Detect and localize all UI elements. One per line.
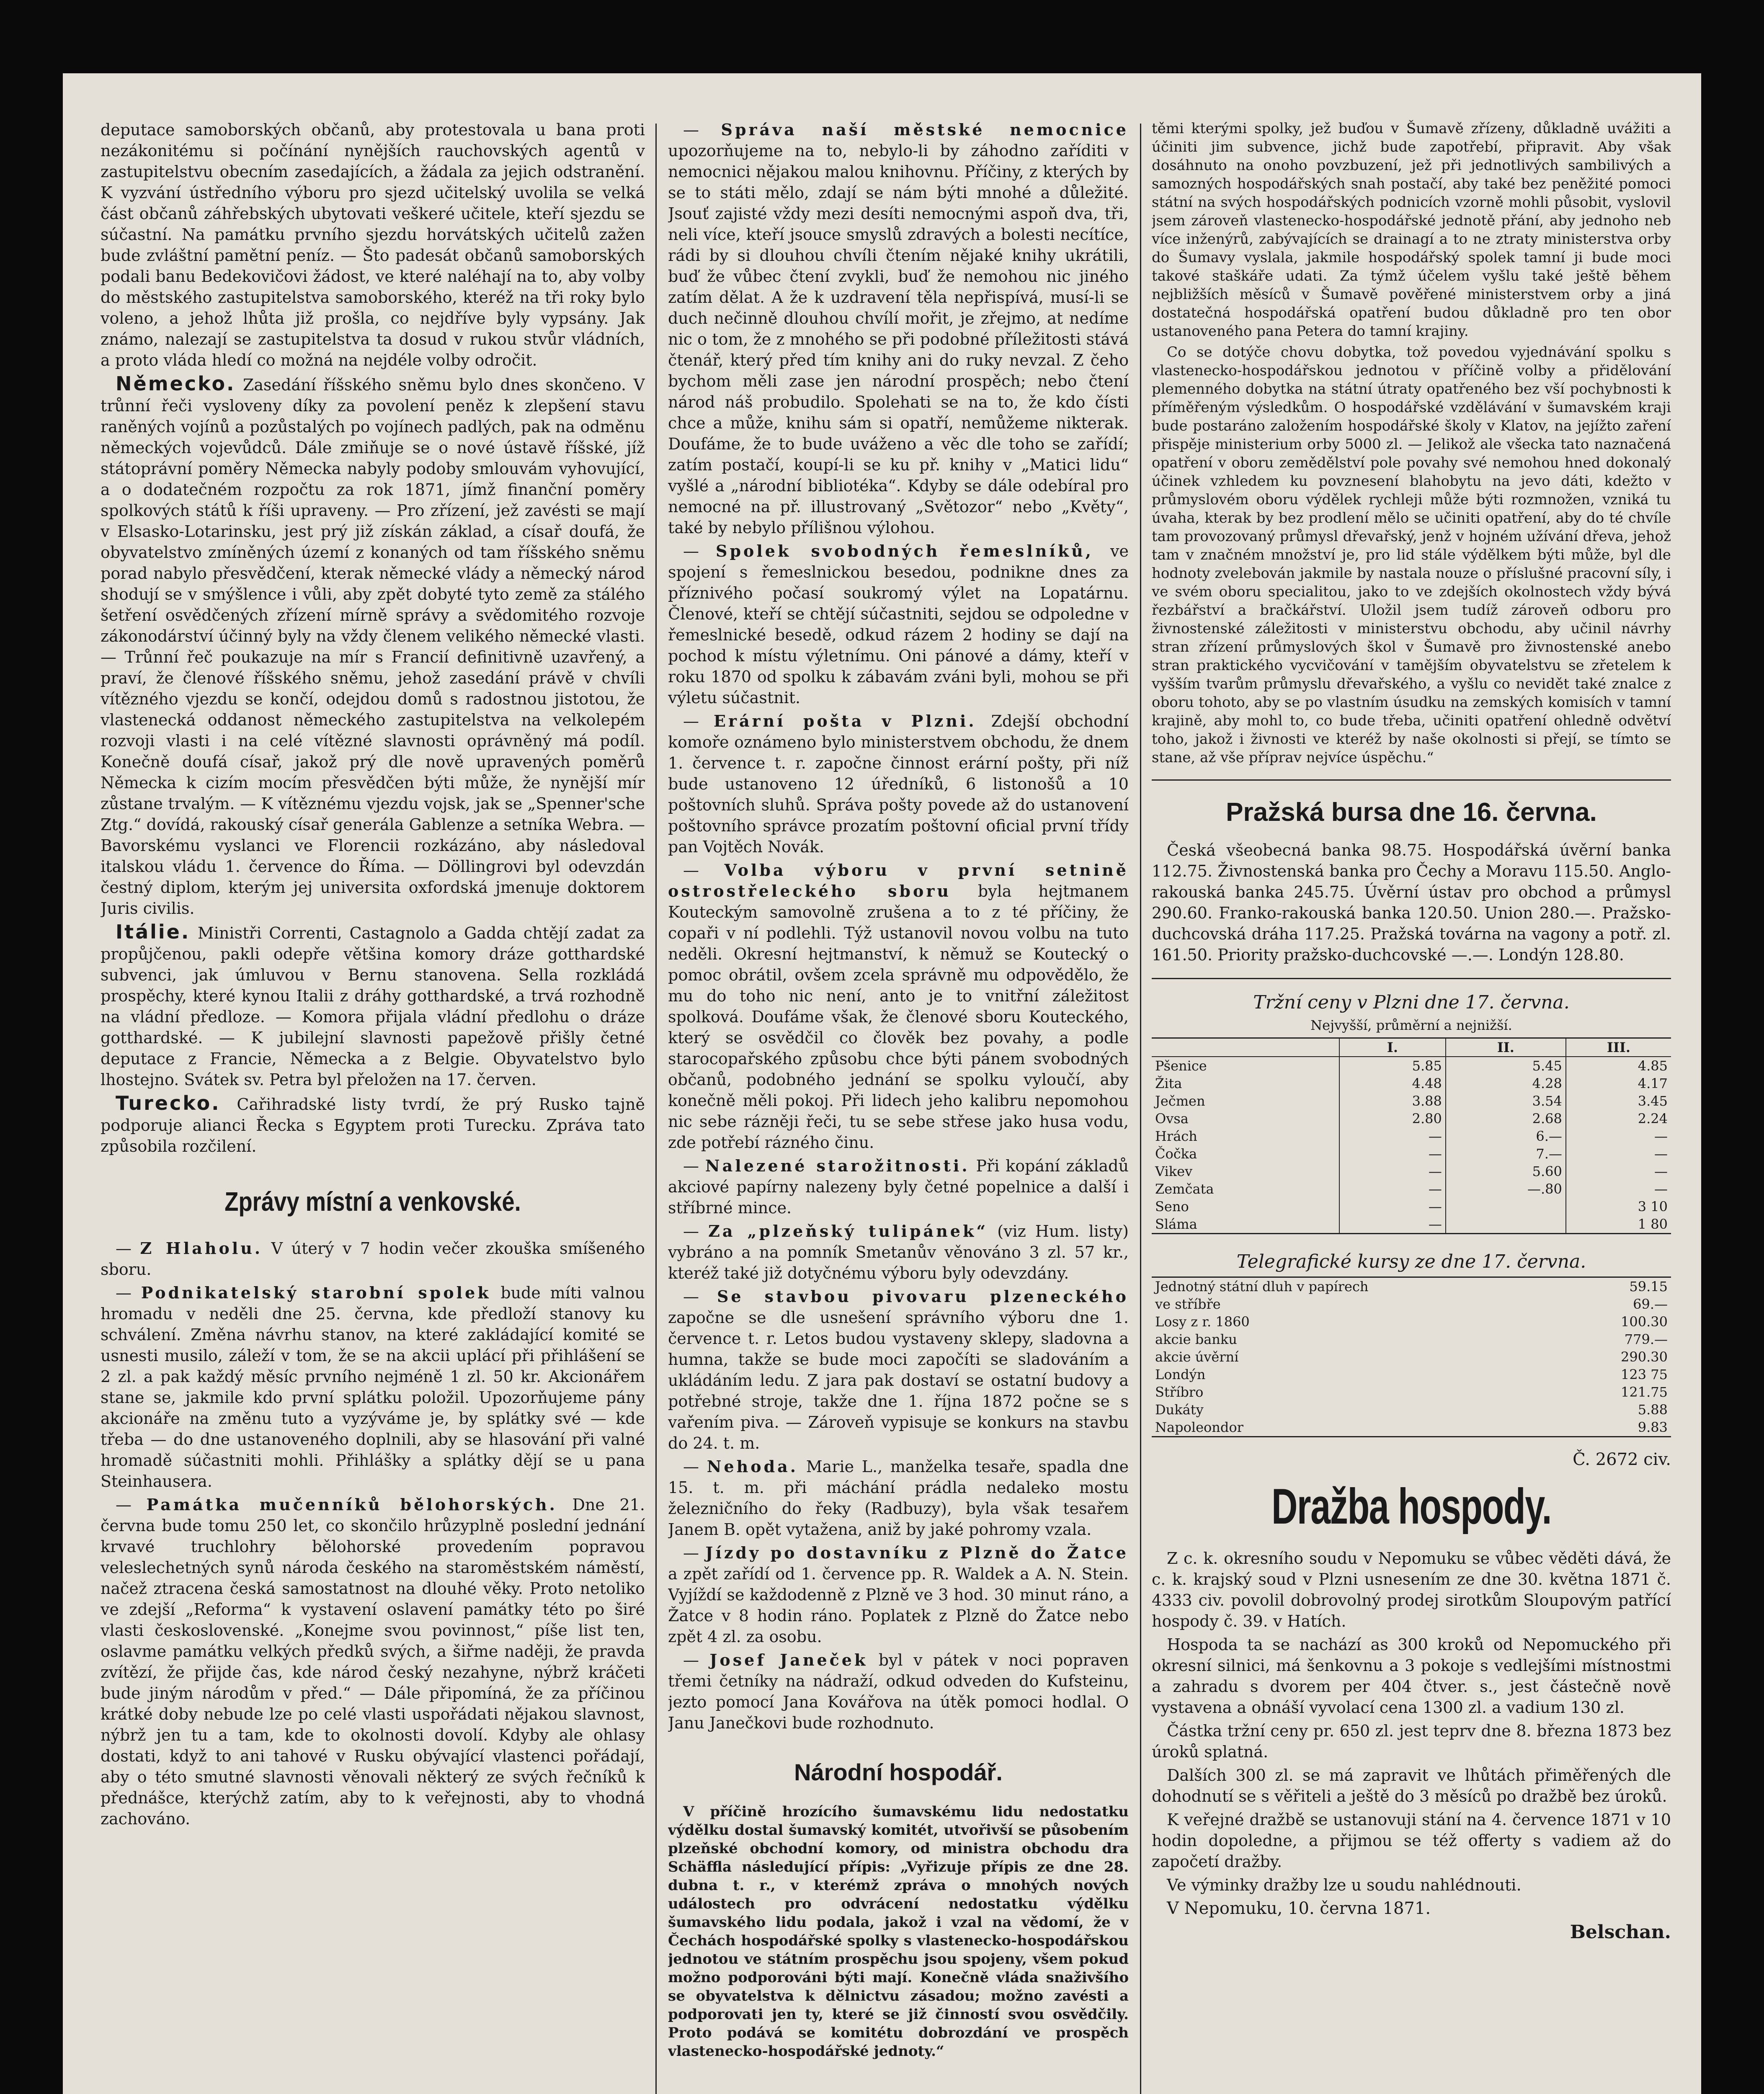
section-title-economy: Národní hospodář. <box>794 1759 1003 1785</box>
table-header: I. <box>1339 1038 1446 1057</box>
rate-cell: 779.— <box>1624 1331 1668 1347</box>
auction-text: Ve výminky dražby lze u soudu nahlédnouti. <box>1167 1876 1522 1894</box>
table-row <box>1152 1180 1671 1198</box>
heading-telegraph-rates: Telegrafické kursy ze dne 17. června. <box>1236 1251 1586 1272</box>
table-row <box>1152 1418 1671 1437</box>
price-cell: 6.— <box>1446 1127 1566 1145</box>
table-row <box>1152 1401 1671 1418</box>
price-cell: 5.85 <box>1339 1057 1446 1075</box>
security-name: Losy z r. 1860 <box>1155 1314 1250 1330</box>
table-row <box>1152 1295 1671 1313</box>
case-number: Č. 2672 civ. <box>1573 1450 1671 1469</box>
price-cell: — <box>1566 1145 1671 1163</box>
rate-cell: 121.75 <box>1621 1384 1668 1400</box>
price-cell: — <box>1566 1163 1671 1180</box>
table-row <box>1152 1163 1671 1180</box>
table-row <box>1152 1145 1671 1163</box>
local-news-item: — Nehoda. Marie L., manželka tesaře, spadla dne 15. t. m. při máchání prádla nedaleko mostu železničního do řeky (Radbuzy), byla však tesařem Janem B. opět vytažena, aniž by jaké pohromy vzala. <box>668 1457 1129 1539</box>
price-cell: 1 80 <box>1566 1215 1671 1234</box>
market-prices-subtitle: Nejvyšší, průměrní a nejnižší. <box>1310 1017 1512 1033</box>
price-cell <box>1446 1215 1566 1234</box>
divider <box>1152 779 1671 781</box>
price-cell: — <box>1339 1198 1446 1215</box>
price-cell: — <box>1566 1127 1671 1145</box>
economy-article-cont: těmi kterými spolky, jež buďou v Šumavě zřízeny, důkladně uvážiti a účiniti jim subvence, jichž bude zapotřebí, připravit. Aby však dosáhnuto na onoho povzbuzení, jež při jednotlivých sambilivých a samozných hospodářských snah postačí, aby také bez peněžité pomoci státní na svých hospodářských podnicích vzorně mohli působit, vyslovil jsem zároveň vlastenecko-hospodářské jednotě přání, aby jednoho neb více inženýrů, zabývajících se drainagí a to ne ztraty ministerstva orby do Šumavy vyslala, jakmile hospodářský spolek tamní ji bude moci takové staškáře udati. Za týmž účelem vyšlu také ještě během nejbližších měsíců v Šumavě pověřené ministerstvem orby a jiná dostatečná hospodářská opatření budou důkladně pro ten obor ustanoveného pana Petera do tamní krajiny. <box>1152 120 1671 340</box>
auction-text: Hospoda ta se nachází as 300 kroků od Nepomuckého při okresní silnici, má šenkovnu a 3 pokoje s vedlejšími místnostmi a zahradu s dvorem per 404 čtver. s., jest částečně nově vystavena a obnáší vyvolací cena 1300 zl. a vadium 130 zl. <box>1152 1635 1671 1717</box>
table-row <box>1152 1057 1671 1075</box>
rate-cell: 5.88 <box>1638 1402 1668 1418</box>
rate-cell: 9.83 <box>1638 1419 1668 1435</box>
table-row <box>1152 1198 1671 1215</box>
price-cell: —.80 <box>1446 1180 1566 1198</box>
price-cell: 3.45 <box>1566 1092 1671 1110</box>
table-row <box>1152 1383 1671 1401</box>
table-header <box>1152 1038 1339 1057</box>
heading-turkey: Turecko. <box>116 1092 221 1114</box>
local-news-item: — Památka mučenníků bělohorských. Dne 21. června bude tomu 250 let, co skončilo hrůzyplně poslední jednání krvavé truchlohry bělohorské provedením popravou veleslechetných synů národa českého na staroměstském náměstí, načež ztracena česká samostatnost na dlouhé věky. Proto netoliko ve zdejší „Reforma“ k vystavení oslavení památky této po širé vlasti československé. „Konejme svou povinnost,“ píše list ten, oslavme památku velkých předků svých, a šiřme naději, že pravda zvítězí, že přijde čas, kde národ český nezahyne, nýbrž kráčeti bude jiným národům v před.“ — Dále připomíná, že za příčinou krátké doby nebude lze po celé vlasti uspořádati nějakou slavnost, nýbrž jen tu a tam, kde to okolnosti dovolí. Kdyby ale ohlasy dostati, když to ani tahové v Rusku obývající vlastenci pořádají, aby o této smutné slavnosti věnovali některý ze svých řečníků k přednášce, kterýchž zatím, aby to k veřejnosti, aby to vhodná zachováno. <box>101 1495 645 1828</box>
article-germany: Německo. Zasedání říšského sněmu bylo dnes skončeno. V trůnní řeči vysloveny díky za povolení peněz k zlepšení stavu raněných vojínů a pozůstalých po vojínech padlých, pak na odměnu německých vojevůdců. Dále zmiňuje se o nové ústavě říšské, jíž státoprávní poměry Německa nabyly podoby smlouvám vyhovující, a o dodatečném rozpočtu za rok 1871, jímž finanční poměry spolkových států k říši upraveny. — Pro zřízení, jež zavésti se mají v Elsasko-Lotarinsku, jest prý již získán základ, a císař doufá, že obyvatelstvo zmíněných území z konaných od tam říšského sněmu porad nabylo přesvědčení, kterak německé vlády a německý národ shodují se v smýšlence i vůli, aby zpět dobyté tyto země za stálého šetření osvědčených zřízení mírně správy a svědomitého rozvoje zákonodárství účinný byly na vždy členem velikého německé vlasti. — Trůnní řeč poukazuje na mír s Francií definitivně uzavřený, a praví, že členové říšského sněmu, jehož zasedání právě v chvíli vítězného vjezdu se končí, odejdou domů s radostnou jistotou, že vlastenecká oddanost německého zastupitelstva na velkolepém rozvoji vlasti i na celé vítězné slavnosti oprávněný má podíl. Konečně doufá císař, jakož prý dle nově upravených poměrů Německa k cizím mocím přesvědčen býti může, že nynější mír zůstane trvalým. — K vítěznému vjezdu vojsk, jak se „Spenner'sche Ztg.“ dovídá, rakouský císař generála Gablenze a setníka Webra. — Bavorskému vyslanci ve Florencii rozkázáno, aby následoval italskou vládu 1. července do Říma. — Döllingrovi byl odevzdán čestný diplom, kterým jej universita oxfordská jmenuje doktorem Juris civilis. <box>101 372 645 918</box>
telegraph-rates-table <box>1152 1277 1671 1437</box>
price-cell: 4.17 <box>1566 1075 1671 1092</box>
price-cell: 2.24 <box>1566 1110 1671 1127</box>
price-cell: 4.28 <box>1446 1075 1566 1092</box>
auction-text: Částka tržní ceny pr. 650 zl. jest teprv dne 8. března 1873 bez úroků splatná. <box>1152 1722 1671 1761</box>
security-name: Napoleondor <box>1155 1419 1243 1435</box>
auction-text: K veřejné dražbě se ustanovuji stání na 4. července 1871 v 10 hodin dopoledne, a přijmou se též offerty s vadiem až do započetí dražby. <box>1152 1810 1671 1871</box>
table-row <box>1152 1313 1671 1331</box>
rate-cell: 59.15 <box>1629 1279 1668 1295</box>
price-cell: — <box>1339 1163 1446 1180</box>
table-header: III. <box>1566 1038 1671 1057</box>
bourse-quotes: Česká všeobecná banka 98.75. Hospodářská úvěrní banka 112.75. Živnostenská banka pro Čechy a Moravu 115.50. Anglo-rakouská banka 245.75. Úvěrní ústav pro obchod a průmysl 290.60. Franko-rakouská banka 120.50. Union 280.—. Pražsko-duchcovská dráha 117.25. Pražská továrna na vagony a potř. zl. 161.50. Priority pražsko-duchcovské —.—. Londýn 128.80. <box>1152 841 1671 964</box>
commodity-name: Seno <box>1155 1199 1189 1215</box>
auction-text: Dalších 300 zl. se má zapravit ve lhůtách přiměřených dle dohodnutí se s věřiteli a ještě do 3 měsíců po dražbě bez úroků. <box>1152 1766 1671 1805</box>
auction-place-date: V Nepomuku, 10. června 1871. <box>1167 1899 1431 1918</box>
article-croatia: deputace samoborských občanů, aby protestovala u bana proti nezákonitému si počínání nynějších rauchovských agentů v zastupitelstvu obecním zasedajících, a žádala za jejich odstranění. K vyzvání ústředního výboru pro sjezd učitelský uvolila se velká část občanů záhřebských ubytovati veškeré učitele, kteří sjezdu se súčastní. Na památku prvního sjezdu horvátských učitelů zažen bude zvláštní pamětní peníz. — Što padesát občanů samoborských podali banu Bedekovičovi žádost, ve které naléhají na to, aby volby do městského zastupitelstva samoborského, kteréž na tři roky bylo voleno, a jehož lhůta již prošla, co nejdříve byly vypsány. Jak známo, nalezají se zastupitelstva ta dosud v rukou stvůr vládních, a proto vláda hledí co možná na nejdéle volby odročit. <box>101 121 645 369</box>
divider <box>1152 978 1671 979</box>
table-header-row <box>1152 1038 1671 1057</box>
auction-text: Z c. k. okresního soudu v Nepomuku se vůbec věděti dává, že c. k. krajský soud v Plzni usnesením ze dne 30. května 1871 č. 4333 civ. povolil dobrovolný prodej sirotkům Sloupovým patřící hospody č. 39. v Hatích. <box>1152 1549 1671 1630</box>
table-row <box>1152 1092 1671 1110</box>
price-cell: 7.— <box>1446 1145 1566 1163</box>
commodity-name: Ječmen <box>1155 1093 1205 1109</box>
economy-article-cont: Co se dotýče chovu dobytka, tož povedou vyjednávání spolku s vlastenecko-hospodářskou jednotou v příčině volby a přidělování plemenného dobytka na státní útraty opatřeného bez vší pochybnosti k příměřeným výsledkům. O hospodářské vzdělávání v šumavském kraji bude postaráno založením hospodářské školy v Klatov, na jejížto zaření přispěje ministerium orby 5000 zl. — Jelikož ale všecka tato naznačená opatření v oboru zemědělství pole povahy své nemohou hned dokonalý účinek vzhledem ku povznesení blahobytu na jevo dáti, kdežto v průmyslovém oboru výdělek rychleji může býti rozmnožen, vzniká tu úvaha, kterak by bez prodlení mělo se učiniti opatření, aby do té chvíle tam provozovaný průmysl dřevařský, jenž v hojném užívání dřeva, jehož tam v značném množství je, pro lid stále výdělkem býti může, byl dle hodnoty zvelebován jakmile by nastala nouze o příslušné pracovní síly, i ve svém oboru specialitou, jako to ve zdejších okolnostech vždy bývá řezbářství a bračkářství. Uložil jsem tudíž zároveň odboru pro živnostenské záležitosti v ministerstvu obchodu, aby učinil návrhy stran zřízení průmyslových škol v Šumavě pro živnostenské anebo stran praktického vycvičování v tamějším obyvatelstvu se zřetelem k vyšším tvarům průmyslu dřevařského, a vyšlu co nevidět také znalce z oboru tohoto, aby se po vlastním úsudku na zemských komisích v tamní krajině, aby mohl to, co bude třeba, učiniti opatření ohledně odvětví toho, jakož i živnosti ve kteréž by naše okolnosti si přejí, se tímto se stane, až vše příprav nejvíce úspěchu.“ <box>1152 344 1671 766</box>
local-news-item: — Erární pošta v Plzni. Zdejší obchodní komoře oznámeno bylo ministerstvem obchodu, že dnem 1. července t. r. započne činnost erární pošty, při níž bude ustanoveno 12 úředníků, 6 listonošů a 10 poštovních sluhů. Správa pošty povede až do ustanovení poštovního správce prozatím poštovní oficial první třídy pan Vojtěch Novák. <box>668 712 1129 856</box>
column-3 <box>1152 119 1671 2094</box>
price-cell: 4.48 <box>1339 1075 1446 1092</box>
local-news-item: — Spolek svobodných řemeslníků, ve spojení s řemeslnickou besedou, podnikne dnes za příznivého počasí soukromý výlet na Lopatárnu. Členové, kteří se chtějí súčastniti, sejdou se odpoledne v řemeslnické besedě, odkud rázem 2 hodiny se dají na pochod k místu výletnímu. Oni pánové a dámy, kteří v roku 1870 od spolku k zábavám zváni byli, mohou se při výletu súčastnit. <box>668 542 1129 707</box>
table-row <box>1152 1075 1671 1092</box>
local-news-item: — Nalezené starožitnosti. Při kopání základů akciové papírny nalezeny byly četné popelnice a další i stříbrné mince. <box>668 1156 1129 1217</box>
price-cell: — <box>1339 1145 1446 1163</box>
rate-cell: 100.30 <box>1621 1314 1668 1330</box>
security-name: akcie úvěrní <box>1155 1349 1239 1365</box>
price-cell: — <box>1339 1215 1446 1234</box>
column-rule <box>1140 124 1141 2094</box>
security-name: Dukáty <box>1155 1402 1204 1418</box>
table-header: II. <box>1446 1038 1566 1057</box>
price-cell: — <box>1339 1180 1446 1198</box>
commodity-name: Hrách <box>1155 1128 1197 1144</box>
security-name: Stříbro <box>1155 1384 1204 1400</box>
price-cell: 2.68 <box>1446 1110 1566 1127</box>
price-cell: — <box>1566 1180 1671 1198</box>
price-cell: 5.60 <box>1446 1163 1566 1180</box>
table-row <box>1152 1366 1671 1383</box>
local-news-item: — Z Hlaholu. V úterý v 7 hodin večer zkouška smíšeného sboru. <box>101 1239 645 1279</box>
price-cell: — <box>1339 1127 1446 1145</box>
heading-auction: Dražba hospody. <box>1271 1478 1552 1534</box>
commodity-name: Ovsa <box>1155 1111 1189 1127</box>
article-turkey: Turecko. Cařihradské listy tvrdí, že prý Rusko tajně podporuje alianci Řecka s Egyptem proti Turecku. Zpráva tato způsobila rozčilení. <box>101 1092 645 1155</box>
newspaper-page <box>63 73 1701 2094</box>
section-title-local-news: Zprávy místní a venkovské. <box>224 1186 521 1217</box>
table-row <box>1152 1277 1671 1296</box>
local-news-item: — Za „plzeňský tulipánek“ (viz Hum. listy) vybráno a na pomník Smetanův věnováno 3 zl. 57 kr., kteréž také již dotyčnému výboru byly odevzdány. <box>668 1222 1129 1282</box>
local-news-item: — Se stavbou pivovaru plzeneckého započne se dle usnešení správního výboru dne 1. července t. r. Letos budou vystaveny sklepy, sladovna a humna, takže se bude moci započíti se sladováním a ukládáním ledu. Z jara pak dostaví se ostatní budovy a potřebné stroje, takže dne 1. října 1872 počne se s vařením piva. — Zároveň vypisuje se konkurs na stavbu do 24. t. m. <box>668 1287 1129 1452</box>
security-name: akcie banku <box>1155 1331 1237 1347</box>
price-cell: 3.54 <box>1446 1092 1566 1110</box>
commodity-name: Žita <box>1155 1075 1182 1091</box>
local-news-item: — Josef Janeček byl v pátek v noci popraven třemi četníky na nádraží, odkud odveden do Kufsteinu, jezto pomocí Jana Kovářova na útěk pomoci hodlal. O Janu Janečkovi bude rozhodnuto. <box>668 1650 1129 1732</box>
economy-article: V příčině hrozícího šumavskému lidu nedostatku výdělku dostal šumavský komitét, utvořivší se působením plzeňské obchodní komory, od ministra obchodu dra Schäffla následující přípis: „Vyřizuje přípis ze dne 28. dubna t. r., v kterémž zpráva o mnohých nových událostech pro odvrácení nedostatku výdělku šumavského lidu podala, jakož i vzal na vědomí, že v Čechách hospodářské spolky s vlastenecko-hospodářskou jednotou ve státním prospěchu jsou spojeny, všem pokud možno podporováni býti mají. Konečně vláda snaživšího se obyvatelstva k dělnictvu zásadou; možno zavésti a podporovati jen ty, které se již činností svou osvědčily. Proto podává se komitétu dobrozdání ve prospěch vlastenecko-hospodářské jednoty.“ <box>668 1803 1129 2060</box>
table-row <box>1152 1110 1671 1127</box>
auction-signature: Belschan. <box>1570 1921 1671 1943</box>
security-name: ve stříbře <box>1155 1296 1221 1312</box>
price-cell <box>1446 1198 1566 1215</box>
table-row <box>1152 1215 1671 1234</box>
rate-cell: 69.— <box>1633 1296 1668 1312</box>
table-row <box>1152 1331 1671 1348</box>
heading-prague-bourse: Pražská bursa dne 16. června. <box>1226 798 1597 827</box>
local-news-item: — Správa naší městské nemocnice upozorňujeme na to, nebylo-li by záhodno zaříditi v nemocnici nějakou malou knihovnu. Příčiny, z kterých by se to státi mělo, zdají se nám býti mnohé a důležité. Jsouť zajisté vždy mezi desíti nemocnými aspoň dva, tři, neli více, kteří jsouce smyslů zdravých a bolesti necítíce, rádi by si dlouhou chvíli čtením nějaké knihy ukrátili, buď že vůbec čtení zvykli, buď že nemohou nic jiného zatím dělat. A že k uzdravení těla nepřispívá, musí-li se duch nečinně dlouhou chvílí mořit, je zřejmo, at nedíme nic o tom, že z mnohého se při podobné příležitosti stává čtenář, který před tím knihy ani do ruky nevzal. Z čeho bychom měli zase jen národní prospěch; nebo čtení národ náš probudilo. Spolehati se na to, že kdo čísti chce a může, knihu sám si opatří, nemůžeme nikterak. Doufáme, že to bude uváženo a věc dle toho se zařídí; zatím postačí, koupí-li se ku př. knihy v „Matici lidu“ vyšlé a „národní bibliotéka“. Kdyby se dále odebíral pro nemocné na př. illustrovaný „Světozor“ nebo „Květy“, také by nebylo přílišnou výlohou. <box>668 120 1129 537</box>
commodity-name: Vikev <box>1155 1163 1193 1179</box>
article-italy: Itálie. Ministři Correnti, Castagnolo a Gadda chtějí zadat za propůjčenou, pakli odepře většina komory dráze gotthardské subvenci, jak úmluvou v Bernu stanovena. Sella rozkládá prospěchy, které kynou Italii z dráhy gotthardské, a trvá rozhodně na vládní předloze. — Komora přijala vládní předlohu o dráze gotthardské. — K jubilejní slavnosti papežově přišly četné deputace z Francie, Německa a z Belgie. Obyvatelstvo bylo lhostejno. Svátek sv. Petra byl přeložen na 17. červen. <box>101 921 645 1089</box>
local-news-item: — Jízdy po dostavníku z Plzně do Žatce a zpět zařídí od 1. července pp. R. Waldek a A. N. Stein. Vyjíždí se každodenně z Plzně ve 3 hod. 30 minut ráno, a Žatce v 8 hodin ráno. Poplatek z Plzně do Žatce nebo zpět 4 zl. za osobu. <box>668 1543 1129 1646</box>
market-prices-table <box>1152 1037 1671 1234</box>
table-row <box>1152 1127 1671 1145</box>
column-1 <box>101 119 645 2094</box>
price-cell: 2.80 <box>1339 1110 1446 1127</box>
price-cell: 3.88 <box>1339 1092 1446 1110</box>
rate-cell: 123 75 <box>1621 1367 1668 1382</box>
price-cell: 3 10 <box>1566 1198 1671 1215</box>
column-rule <box>655 124 657 2094</box>
heading-germany: Německo. <box>116 372 236 395</box>
local-news-item: — Volba výboru v první setnině ostrostřeleckého sboru byla hejtmanem Kouteckým samovolně zrušena a to z té příčiny, že copaři v ní podlehli. Týž ustanovil novou volbu na tuto neděli. Okresní hejtmanství, k němuž se Koutecký o pomoc obrátil, ovšem zcela správně mu odpovědělo, že mu do toho nic není, anto je to vnitřní záležitost spolková. Doufáme však, že členové sboru Kouteckého, který se osvědčil co člověk bez povahy, a podle starocopařského způsobu chce býti pánem svobodných občanů, podobného jednání se spolku vyloučí, aby konečně měli pokoj. Při lidech jeho kalibru nepomohou nic sebe rázněji řeči, tu se sebe střese jako husa vodu, zde potřebí rázného činu. <box>668 861 1129 1152</box>
security-name: Londýn <box>1155 1367 1206 1382</box>
column-2 <box>668 119 1129 2094</box>
commodity-name: Sláma <box>1155 1216 1197 1232</box>
heading-italy: Itálie. <box>116 921 191 943</box>
security-name: Jednotný státní dluh v papírech <box>1155 1279 1369 1295</box>
price-cell: 4.85 <box>1566 1057 1671 1075</box>
commodity-name: Zemčata <box>1155 1181 1214 1197</box>
price-cell: 5.45 <box>1446 1057 1566 1075</box>
local-news-item: — Podnikatelský starobní spolek bude míti valnou hromadu v neděli dne 25. června, kde předloží stanovy ku schválení. Změna návrhu stanov, na které zakládající komité se usnesti musilo, záleží v tom, že se na akcii uplácí při přihlášení se 2 zl. a pak každý měsíc prvního nejméně 1 zl. 50 kr. Akcionářem stane se, jakmile kdo první splátku položil. Upozorňujeme pány akcionáře na změnu tuto a vyzýváme je, by splátky své — kde třeba — do dne ustanoveného doplnili, aby se hlasování při valné hromadě súčastniti mohli. Přihlášky a splátky dějí se u pana Steinhausera. <box>101 1283 645 1491</box>
commodity-name: Pšenice <box>1155 1058 1207 1074</box>
rate-cell: 290.30 <box>1621 1349 1668 1365</box>
table-row <box>1152 1348 1671 1366</box>
commodity-name: Čočka <box>1155 1146 1197 1162</box>
heading-market-prices: Tržní ceny v Plzni dne 17. června. <box>1253 992 1570 1013</box>
